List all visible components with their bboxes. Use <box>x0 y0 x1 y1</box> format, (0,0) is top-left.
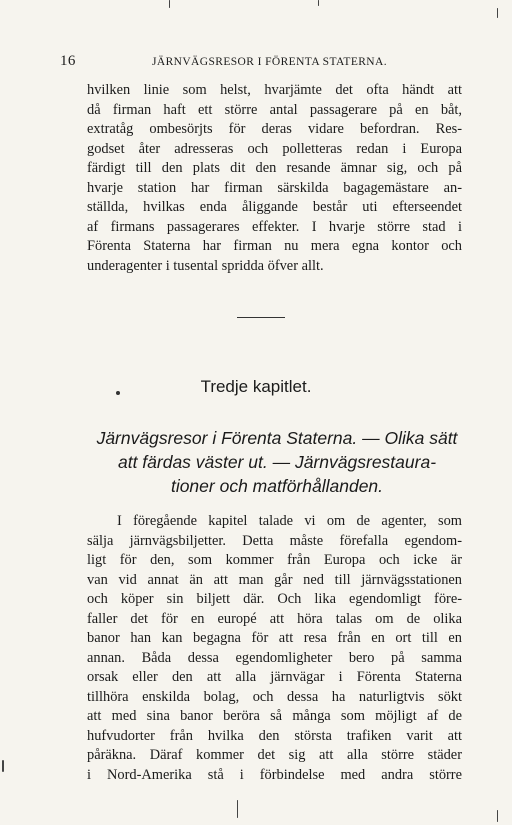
page-number: 16 <box>60 53 76 69</box>
text-line: orsak eller den att alla järnvägar i Förenta Staterna <box>87 669 462 685</box>
text-line: annan. Båda dessa egendomligheter bero på samma <box>87 649 462 666</box>
scan-mark <box>2 760 4 772</box>
text-line: faller det för en europé att höra talas om de olika <box>87 610 462 627</box>
scan-mark <box>237 800 238 818</box>
text-line: färdigt till den plats dit den resande ämnar sig, och på <box>87 160 462 176</box>
text-line: hvarje station har firman särskilda bagagemästare an- <box>87 179 462 196</box>
text-line: sälja järnvägsbiljetter. Detta måste förefalla egendom- <box>87 532 462 549</box>
text-line: då firman haft ett större antal passagerare på en båt, <box>87 101 462 118</box>
summary-line: tioner och matförhållanden. <box>170 476 384 496</box>
paragraph-2 <box>87 512 462 785</box>
text-line: hufvudorter från hvilka den största trafiken varit att <box>87 727 462 744</box>
text-line: I föregående kapitel talade vi om de agenter, som <box>117 513 462 529</box>
text-line: hvilken linie som helst, hvarjämte det ofta händt att <box>87 82 462 98</box>
text-line: underagenter i tusental spridda öfver allt. <box>87 257 324 274</box>
text-line: ställda, hvilkas enda åliggande består uti efterseendet <box>87 199 462 215</box>
text-line: extratåg ombesörjts för deras vidare befordran. Res- <box>87 121 462 137</box>
page-header <box>60 53 460 73</box>
text-line: och köper sin biljett där. Och lika egendomligt före- <box>87 591 462 607</box>
text-line: ligt för den, som kommer från Europa och icke är <box>87 552 462 568</box>
text-line: af firmans passagerares effekter. I hvarje större stad i <box>87 218 462 235</box>
text-line: tillhöra enskilda bolag, och dessa ha naturligtvis sökt <box>87 688 462 705</box>
text-line: att med sina banor beröra så många som möjligt af de <box>87 708 462 724</box>
chapter-heading: Tredje kapitlet. <box>200 377 312 396</box>
chapter-summary <box>87 426 467 498</box>
running-title: JÄRNVÄGSRESOR I FÖRENTA STATERNA. <box>152 56 387 68</box>
summary-line: Järnvägsresor i Förenta Staterna. — Olika sätt <box>96 428 458 448</box>
text-line: påräkna. Däraf kommer det sig att alla större städer <box>87 747 462 763</box>
scan-mark <box>169 0 170 8</box>
text-line: banor han kan begagna för att resa från en ort till en <box>87 630 462 646</box>
scan-mark <box>497 810 498 822</box>
text-line: Förenta Staterna har firman nu mera egna kontor och <box>87 238 462 254</box>
text-line: van vid annat än att man går ned till järnvägsstationen <box>87 571 462 588</box>
paragraph-1 <box>87 81 462 276</box>
text-line: i Nord-Amerika stå i förbindelse med andra större <box>87 766 462 783</box>
scan-mark <box>497 8 498 18</box>
summary-line: att färdas väster ut. — Järnvägsrestaura- <box>117 452 437 472</box>
scan-mark <box>318 0 319 6</box>
section-divider <box>237 317 285 318</box>
text-line: godset åter adresseras och polletteras redan i Europa <box>87 140 462 157</box>
